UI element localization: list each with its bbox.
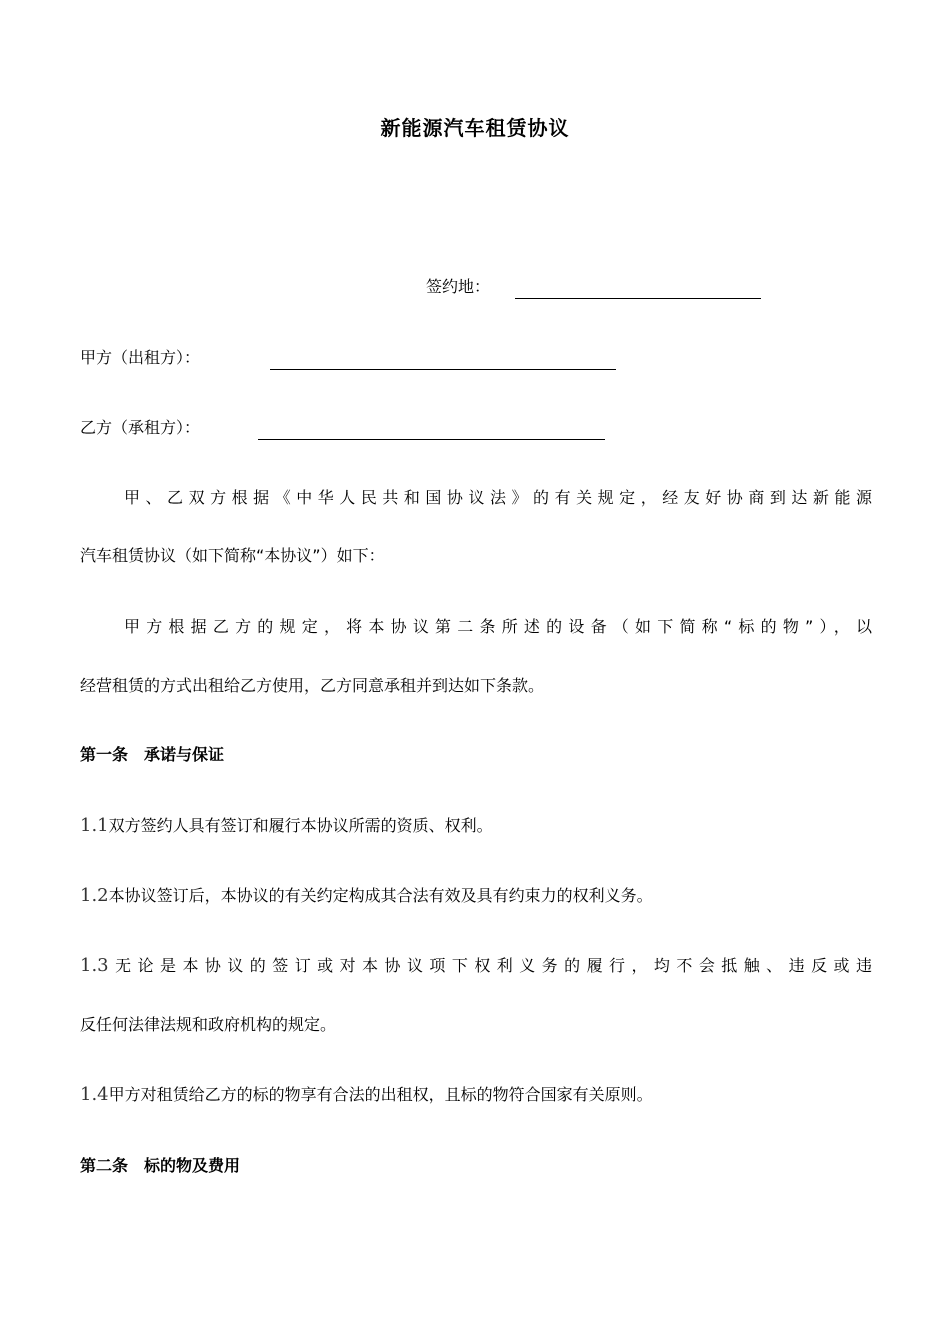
para2-line-1: 甲方根据乙方的规定，将本协议第二条所述的设备（如下简称“标的物”），以: [124, 617, 872, 636]
clause-1-1: [80, 815, 493, 837]
article-2-heading: 第二条 标的物及费用: [80, 1156, 241, 1175]
sign-place-field[interactable]: [515, 298, 761, 299]
sign-place-label: 签约地：: [426, 277, 491, 296]
clause-text: 无论是本协议的签订或对本协议项下权利义务的履行，均不会抵触、违反或违: [108, 956, 872, 975]
document-title: 新能源汽车租赁协议: [380, 116, 570, 140]
clause-1-4: [80, 1084, 653, 1106]
party-b-label: 乙方（承租方）：: [80, 418, 201, 437]
para2-line-2: 经营租赁的方式出租给乙方使用，乙方同意承租并到达如下条款。: [80, 676, 545, 695]
clause-text: 本协议签订后，本协议的有关约定构成其合法有效及具有约束力的权利义务。: [108, 886, 653, 905]
clause-number: 1.3: [80, 955, 109, 976]
clause-text: 双方签约人具有签订和履行本协议所需的资质、权利。: [108, 816, 493, 835]
clause-1-3: [80, 955, 872, 977]
clause-1-3-continued: 反任何法律法规和政府机构的规定。: [80, 1015, 337, 1034]
article-1-heading: 第一条 承诺与保证: [80, 745, 225, 764]
intro-line-2: 汽车租赁协议（如下简称“本协议”）如下：: [80, 546, 385, 565]
party-a-label: 甲方（出租方）：: [80, 348, 201, 367]
party-b-field[interactable]: [258, 439, 605, 440]
party-a-field[interactable]: [270, 369, 616, 370]
clause-1-2: [80, 885, 653, 907]
clause-number: 1.4: [80, 1084, 109, 1105]
clause-number: 1.1: [80, 815, 109, 836]
clause-number: 1.2: [80, 885, 109, 906]
intro-line-1: 甲、乙双方根据《中华人民共和国协议法》的有关规定，经友好协商到达新能源: [124, 488, 872, 507]
clause-text: 甲方对租赁给乙方的标的物享有合法的出租权，且标的物符合国家有关原则。: [108, 1085, 653, 1104]
